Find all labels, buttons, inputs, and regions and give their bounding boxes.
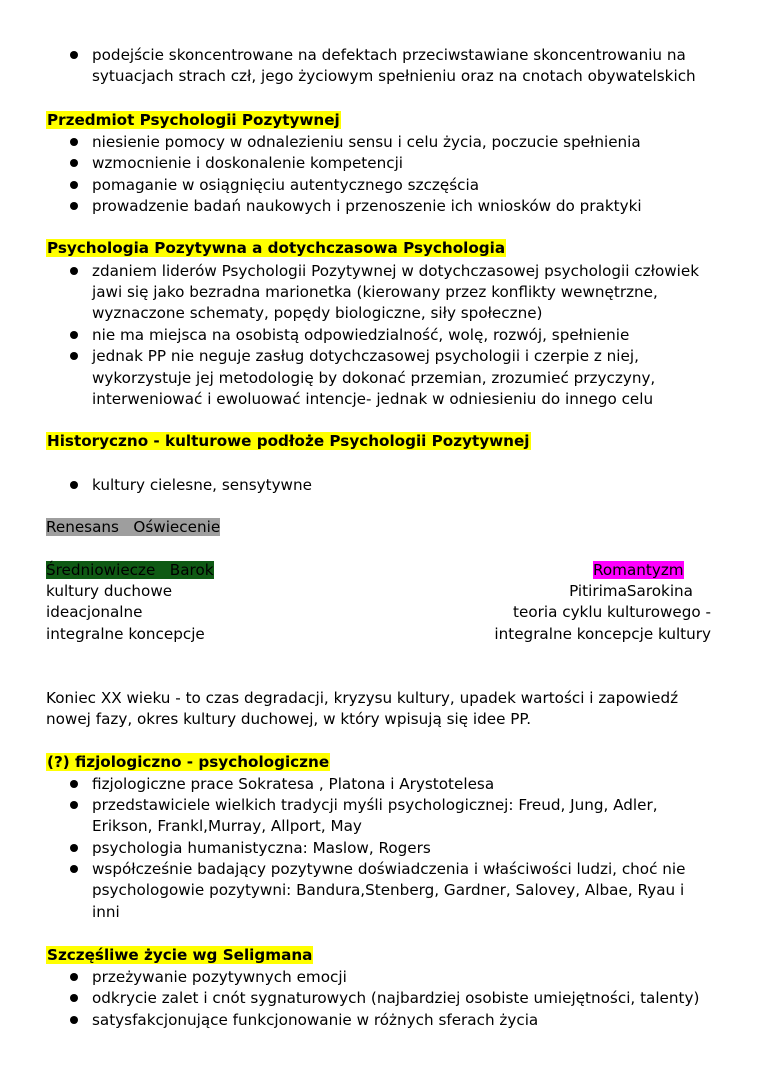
list-item-line: nie ma miejsca na osobistą odpowiedzialność, wolę, rozwój, spełnienie xyxy=(92,326,630,344)
bullet-icon xyxy=(70,994,78,1002)
list-item-line: jednak PP nie neguje zasług dotychczasowej psychologii i czerpie z niej, xyxy=(92,347,639,365)
list-item: satysfakcjonujące funkcjonowanie w różnych sferach życia xyxy=(92,1011,539,1029)
list-item: prowadzenie badań naukowych i przenoszenie ich wniosków do praktyki xyxy=(92,197,642,215)
list-item: odkrycie zalet i cnót sygnaturowych (najbardziej osobiste umiejętności, talenty) xyxy=(92,989,700,1007)
list-item-line: inni xyxy=(92,903,120,921)
list-item-line: interweniować i ewoluować intencje- jednak w odniesieniu do innego celu xyxy=(92,390,654,408)
list-item: kultury cielesne, sensytywne xyxy=(92,476,312,494)
label-renesans-oswiecenie: Renesans Oświecenie xyxy=(46,518,221,536)
list-item: wzmocnienie i doskonalenie kompetencji xyxy=(92,154,404,172)
list-item: przeżywanie pozytywnych emocji xyxy=(92,968,347,986)
paragraph-line: Koniec XX wieku - to czas degradacji, kryzysu kultury, upadek wartości i zapowiedź xyxy=(46,689,679,707)
intro-line-1: podejście skoncentrowane na defektach przeciwstawiane skoncentrowaniu na xyxy=(92,46,686,64)
right-column-line: integralne koncepcje kultury xyxy=(494,625,711,643)
list-item-line: fizjologiczne prace Sokratesa , Platona i Arystotelesa xyxy=(92,775,495,793)
list-item-line: psychologowie pozytywni: Bandura,Stenberg, Gardner, Salovey, Albae, Ryau i xyxy=(92,881,685,899)
section-heading-fizjologiczno: (?) fizjologiczno - psychologiczne xyxy=(47,753,330,771)
list-item-line: psychologia humanistyczna: Maslow, Rogers xyxy=(92,839,431,857)
bullet-icon xyxy=(70,1016,78,1024)
right-column-line: PitirimaSarokina xyxy=(569,582,693,600)
bullet-icon xyxy=(70,51,78,59)
bullet-icon xyxy=(70,865,78,873)
list-item: niesienie pomocy w odnalezieniu sensu i celu życia, poczucie spełnienia xyxy=(92,133,641,151)
label-romantyzm: Romantyzm xyxy=(593,561,684,579)
list-item-line: wyznaczone schematy, popędy biologiczne, siły społeczne) xyxy=(92,304,543,322)
list-item-line: wykorzystuje jej metodologię by dokonać przemian, zrozumieć przyczyny, xyxy=(92,369,656,387)
paragraph-line: nowej fazy, okres kultury duchowej, w który wpisują się idee PP. xyxy=(46,710,532,728)
list-item-line: Erikson, Frankl,Murray, Allport, May xyxy=(92,817,362,835)
section-heading-psychologia: Psychologia Pozytywna a dotychczasowa Psychologia xyxy=(47,239,506,257)
list-item-line: jawi się jako bezradna marionetka (kierowany przez konflikty wewnętrzne, xyxy=(92,283,658,301)
list-item: pomaganie w osiągnięciu autentycznego szczęścia xyxy=(92,176,480,194)
list-item-line: współcześnie badający pozytywne doświadczenia i właściwości ludzi, choć nie xyxy=(92,860,686,878)
intro-line-2: sytuacjach strach czł, jego życiowym spełnieniu oraz na cnotach obywatelskich xyxy=(92,67,696,85)
bullet-icon xyxy=(70,267,78,275)
section-heading-seligman: Szczęśliwe życie wg Seligmana xyxy=(47,946,313,964)
right-column-line: teoria cyklu kulturowego - xyxy=(513,603,711,621)
bullet-icon xyxy=(70,780,78,788)
bullet-icon xyxy=(70,844,78,852)
bullet-icon xyxy=(70,801,78,809)
bullet-icon xyxy=(70,331,78,339)
label-sredniowiecze-barok: Średniowiecze Barok xyxy=(46,561,214,579)
section-heading-historyczno: Historyczno - kulturowe podłoże Psychologii Pozytywnej xyxy=(47,432,530,450)
left-column-line: ideacjonalne xyxy=(46,603,143,621)
bullet-icon xyxy=(70,138,78,146)
left-column-line: kultury duchowe xyxy=(46,582,173,600)
bullet-icon xyxy=(70,973,78,981)
bullet-icon xyxy=(70,481,78,489)
bullet-icon xyxy=(70,352,78,360)
bullet-icon xyxy=(70,181,78,189)
left-column-line: integralne koncepcje xyxy=(46,625,205,643)
bullet-icon xyxy=(70,202,78,210)
list-item-line: zdaniem liderów Psychologii Pozytywnej w dotychczasowej psychologii człowiek xyxy=(92,262,700,280)
bullet-icon xyxy=(70,159,78,167)
list-item-line: przedstawiciele wielkich tradycji myśli psychologicznej: Freud, Jung, Adler, xyxy=(92,796,658,814)
section-heading-przedmiot: Przedmiot Psychologii Pozytywnej xyxy=(47,111,340,129)
